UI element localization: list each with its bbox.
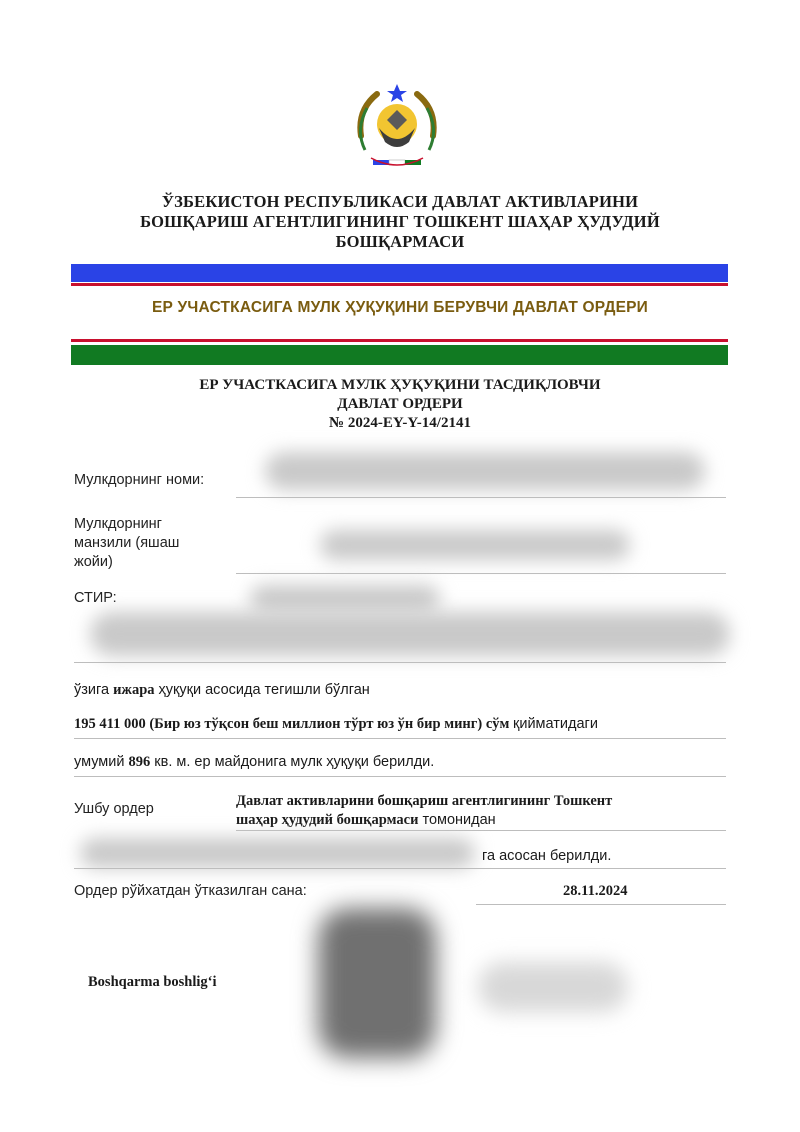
area-prefix: умумий (74, 754, 125, 770)
flag-band-blue (71, 264, 728, 282)
owner-address-line (236, 573, 726, 574)
owner-address-label-2: манзили (яшаш (74, 535, 180, 551)
owner-address-label-3: жойи) (74, 554, 113, 570)
confirmation-heading (70, 376, 730, 433)
stir-label: СТИР: (74, 590, 117, 606)
right-prefix: ўзига (74, 682, 110, 698)
basis-suffix: га асосан берилди. (482, 848, 612, 864)
redacted-owner-name (265, 452, 705, 490)
redacted-signatory-name (478, 962, 628, 1012)
signatory-title: Boshqarma boshlig‘i (88, 974, 217, 990)
area-text (74, 753, 434, 772)
flag-band-red-top (71, 283, 728, 286)
issuer-line (236, 830, 726, 831)
owner-name-line (236, 497, 726, 498)
redacted-stir-2 (90, 612, 730, 656)
agency-line-3: БОШҚАРМАСИ (335, 232, 465, 251)
order-number: № 2024-EY-Y-14/2141 (329, 415, 471, 431)
registration-date-line (476, 904, 726, 905)
order-label: Ушбу ордер (74, 801, 154, 817)
area-line (74, 776, 726, 777)
redacted-stir-1 (250, 585, 440, 613)
right-type: ижара (113, 682, 155, 698)
redacted-basis (80, 838, 475, 868)
flag-band-green (71, 345, 728, 365)
redacted-signature (318, 908, 436, 1058)
order-title: ЕР УЧАСТКАСИГА МУЛК ҲУҚУҚИНИ БЕРУВЧИ ДАВЛАТ ОРДЕРИ (151, 299, 649, 316)
property-value-text (74, 715, 598, 734)
flag-band-red-bottom (71, 339, 728, 342)
issuer-suffix: томонидан (422, 812, 496, 828)
right-basis-text (74, 681, 370, 700)
stir-line (74, 662, 726, 663)
agency-name (70, 192, 730, 252)
redacted-owner-address (320, 530, 630, 560)
property-value: 195 411 000 (Бир юз тўқсон беш миллион тўрт юз ўн бир минг) сўм (74, 716, 510, 732)
uzbekistan-emblem-icon (347, 80, 447, 180)
right-suffix: ҳуқуқи асосида тегишли бўлган (158, 682, 370, 698)
issuer-line-1: Давлат активларини бошқариш агентлигининг Тошкент (236, 793, 613, 809)
issuer-text (236, 792, 726, 830)
registration-date-label: Ордер рўйхатдан ўтказилган сана: (74, 883, 307, 899)
issuer-line-2-wrap (236, 811, 726, 830)
confirmation-line-2: ДАВЛАТ ОРДЕРИ (337, 396, 463, 412)
owner-address-label-1: Мулкдорнинг (74, 516, 162, 532)
issuer-line-2: шаҳар ҳудудий бошқармаси (236, 812, 419, 828)
agency-line-1: ЎЗБЕКИСТОН РЕСПУБЛИКАСИ ДАВЛАТ АКТИВЛАРИНИ (161, 192, 639, 211)
owner-name-label: Мулкдорнинг номи: (74, 472, 205, 488)
confirmation-line-1: ЕР УЧАСТКАСИГА МУЛК ҲУҚУҚИНИ ТАСДИҚЛОВЧИ (199, 377, 601, 393)
agency-line-2: БОШҚАРИШ АГЕНТЛИГИНИНГ ТОШКЕНТ ШАҲАР ҲУДУДИЙ (140, 212, 660, 231)
value-line (74, 738, 726, 739)
property-value-suffix: қийматидаги (513, 716, 598, 732)
owner-address-label (74, 515, 179, 572)
area-suffix: кв. м. ер майдонига мулк ҳуқуқи берилди. (154, 754, 435, 770)
registration-date-value: 28.11.2024 (563, 883, 628, 899)
basis-line (74, 868, 726, 869)
area-value: 896 (128, 754, 151, 770)
